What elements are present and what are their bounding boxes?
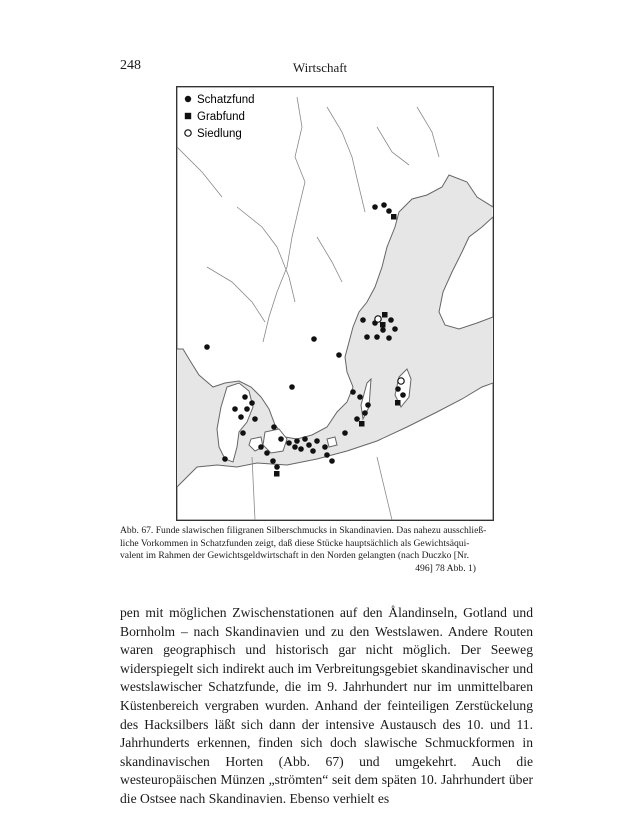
hoard-marker [364,334,370,340]
hoard-marker [271,424,277,430]
hoard-marker [264,450,270,456]
land-bornholm [327,437,337,447]
hoard-marker [354,416,360,422]
hoard-marker [222,456,228,462]
hoard-marker [204,344,210,350]
hoard-marker [294,438,300,444]
grave-marker [391,214,397,220]
hoard-marker [306,442,312,448]
legend-settlement-symbol [185,130,191,136]
body-paragraph: pen mit möglichen Zwischenstationen auf den Ålandinseln, Gotland und Bornholm – nach Skandinavien und zu den Westslawen. Andere Routen waren geographisch und historisch gar nicht möglich. Der Seeweg widerspiegelt sich indirekt auch im Verbreitungsgebiet skandinavischer und westslawischer Schatzfunde, die im 9. Jahrhundert nur im unmittelbaren Küstenbereich vergraben wurden. Anhand der feinteiligen Zerstückelung des Hacksilbers läßt sich dann der intensive Austausch des 10. und 11. Jahrhunderts erkennen, finden sich doch slawische Schmuckformen in skandinavischen Horten (Abb. 67) und umgekehrt. Auch die westeuropäischen Münzen „strömten“ seit dem späten 10. Jahrhundert über die Ostsee nach Skandinavien. Ebenso verhielt es [120,605,533,806]
hoard-marker [310,448,316,454]
scandinavia-map [177,87,493,520]
hoard-marker [311,336,317,342]
hoard-marker [322,444,328,450]
hoard-marker [388,317,394,323]
grave-marker [274,471,280,477]
hoard-marker [274,464,280,470]
figure-caption [120,525,532,575]
land-finland [439,217,493,329]
legend-settlement-label: Siedlung [197,128,242,140]
settlement-marker [375,316,381,322]
hoard-marker [372,204,378,210]
running-head: Wirtschaft [292,60,348,75]
hoard-marker [324,452,330,458]
hoard-marker [350,389,356,395]
hoard-marker [342,430,348,436]
legend-grave-symbol [185,113,191,119]
caption-line: liche Vorkommen in Schatzfunden zeigt, daß diese Stücke hauptsächlich als Gewichtsäqui- [120,537,470,549]
hoard-marker [365,402,371,408]
hoard-marker [244,406,250,412]
hoard-marker [360,317,366,323]
legend-grave-label: Grabfund [197,111,245,123]
caption-line: 496] 78 Abb. 1) [415,562,476,574]
hoard-marker [392,326,398,332]
hoard-marker [278,436,284,442]
hoard-marker [232,406,238,412]
hoard-marker [374,334,380,340]
grave-marker [395,400,401,406]
legend-hoard-symbol [185,96,191,102]
hoard-marker [336,352,342,358]
hoard-marker [380,327,386,333]
grave-marker [380,322,386,328]
hoard-marker [289,384,295,390]
hoard-marker [400,392,406,398]
hoard-marker [240,430,246,436]
hoard-marker [270,458,276,464]
hoard-marker [362,410,368,416]
hoard-marker [242,394,248,400]
caption-line: Abb. 67. Funde slawischen filigranen Silberschmucks in Skandinavien. Das nahezu ausschließ- [120,525,487,536]
hoard-marker [292,444,298,450]
land-jutland [217,383,253,462]
settlement-marker [398,378,404,384]
hoard-marker [395,386,401,392]
hoard-marker [249,400,255,406]
hoard-marker [258,444,264,450]
hoard-marker [357,394,363,400]
hoard-marker [252,416,258,422]
page-number: 248 [120,58,141,73]
hoard-marker [238,414,244,420]
hoard-marker [314,438,320,444]
legend-hoard-label: Schatzfund [197,94,255,106]
hoard-marker [298,446,304,452]
hoard-marker [302,436,308,442]
caption-line: valent im Rahmen der Gewichtsgeldwirtschaft in den Norden gelangten (nach Duczko [Nr. [120,550,469,562]
hoard-marker [386,208,392,214]
figure-map [176,86,494,521]
hoard-marker [286,440,292,446]
grave-marker [359,421,365,427]
hoard-marker [329,458,335,464]
hoard-marker [386,335,392,341]
hoard-marker [381,202,387,208]
grave-marker [382,312,388,318]
